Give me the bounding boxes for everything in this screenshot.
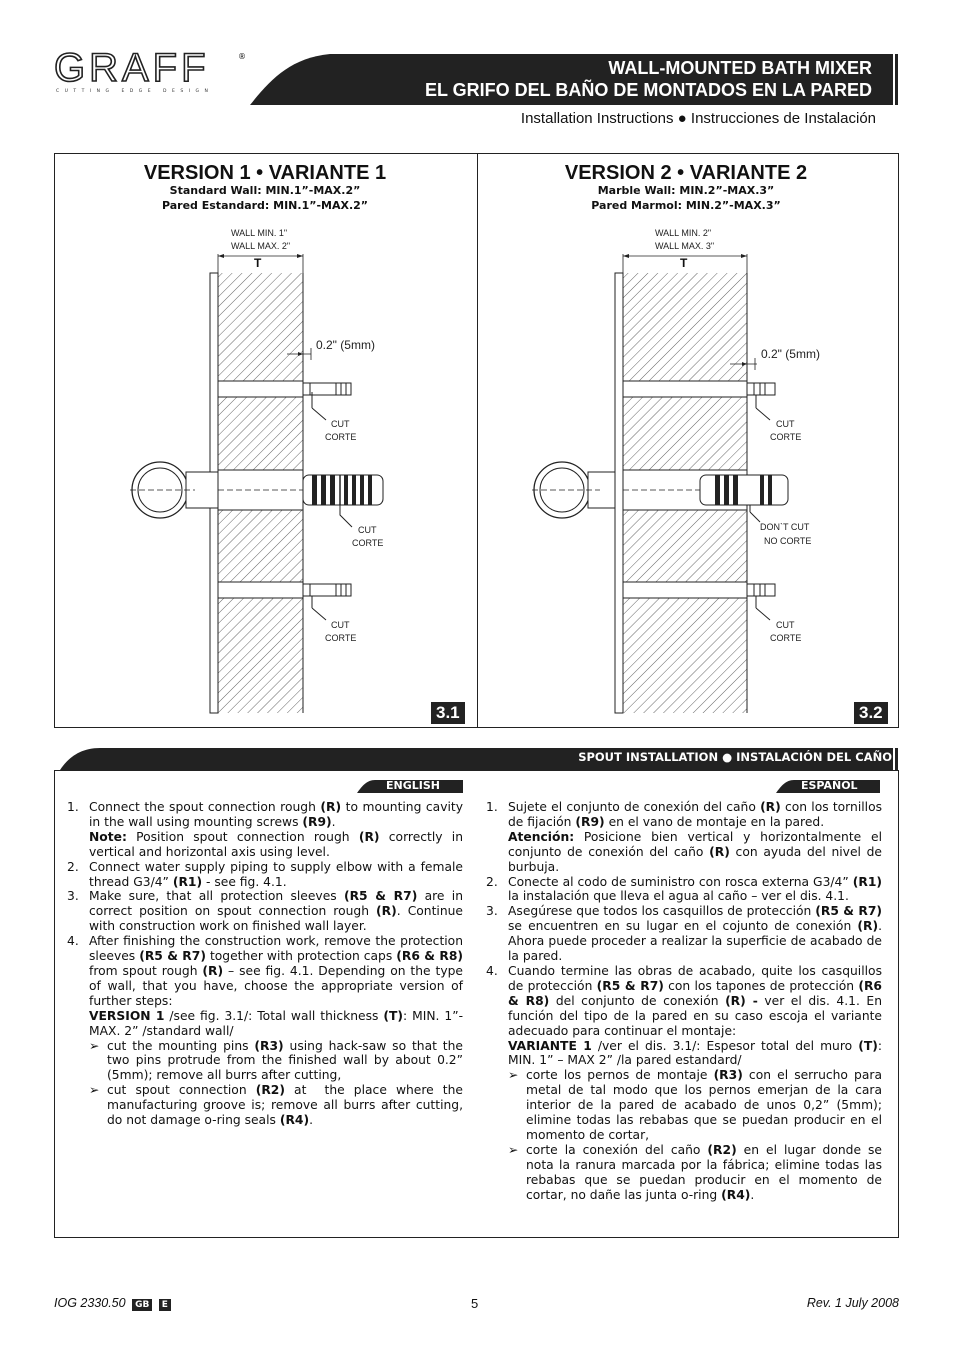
- spanish-step-4: [486, 964, 882, 1068]
- language-badge-e: E: [159, 1299, 171, 1311]
- arrowhead-icon: ➢: [508, 1068, 519, 1083]
- figure1-subtitle-es: Pared Estandard: MIN.1”-MAX.2”: [161, 199, 369, 212]
- step-text: Connect the spout connection rough (R) to mounting cavity in the wall using mounting screws (R9). Note: Position spout connection rough (R) correctly in vertical and horizontal axis using level.: [89, 800, 464, 859]
- english-substep-1: [89, 1039, 463, 1084]
- spanish-substep-1: [508, 1068, 882, 1143]
- figure2-cut-top: CUT: [776, 419, 795, 429]
- substep-text: cut the mounting pins (R3) using hack-saw so that the two pins protrude from the finished wall by about 0.2” (5mm); remove all burrs after cutting,: [107, 1038, 463, 1083]
- revision-date: Rev. 1 July 2008: [806, 1296, 899, 1310]
- step-number: 1.: [67, 800, 79, 814]
- language-badge-gb: GB: [132, 1299, 152, 1311]
- figure1-cut-bot: CUT: [331, 620, 350, 630]
- step-number: 3.: [486, 904, 498, 919]
- figure2-dont-cut: DON`T CUT: [760, 522, 810, 532]
- figure2-cut-bot: CUT: [776, 620, 795, 630]
- spanish-step-3: [486, 904, 882, 964]
- step-text: Make sure, that all protection sleeves (R5 & R7) are in correct position on spout connection rough (R). Continue with construction work on finished wall layer.: [89, 889, 463, 934]
- arrowhead-icon: ➢: [89, 1083, 100, 1098]
- english-step-2: [67, 860, 463, 890]
- english-column: [67, 800, 463, 1128]
- figure2-corte-bot: CORTE: [770, 633, 802, 643]
- figure2-subtitle-en: Marble Wall: MIN.2”-MAX.3”: [597, 184, 775, 197]
- step-text: Cuando termine las obras de acabado, quite los casquillos de protección (R5 & R7) con los tapones de protección (R6 & R8) del conjunto de conexión (R) - ver el dis. 4.1. En función del tipo de la pared en su caso escoja el variante adecuado para continuar el montaje: VARIANTE 1 /ver el dis. 3.1/: Espesor total del muro (T): MIN. 1” – MAX 2” /la pared estandard/: [508, 963, 882, 1068]
- figure1-badge: 3.1: [431, 702, 465, 724]
- figure2-corte-top: CORTE: [770, 432, 802, 442]
- title-english: WALL-MOUNTED BATH MIXER: [608, 58, 872, 78]
- step-number: 1.: [486, 800, 498, 814]
- figure1-drawing: [130, 254, 383, 713]
- figure2-wall-min: WALL MIN. 2": [655, 228, 712, 238]
- figure1-title: VERSION 1 • VARIANTE 1: [143, 162, 387, 184]
- english-step-3: [67, 889, 463, 934]
- step-number: 4.: [486, 963, 498, 978]
- english-tab: ENGLISH: [386, 779, 440, 792]
- document-code-text: IOG 2330.50: [54, 1296, 126, 1310]
- figure1-wall-min: WALL MIN. 1": [231, 228, 288, 238]
- subtitle: Installation Instructions ● Instrucciones de Instalación: [520, 110, 876, 127]
- figure2-t-label: T: [680, 256, 688, 270]
- step-number: 2.: [67, 859, 79, 874]
- figure1-corte-top: CORTE: [325, 432, 357, 442]
- arrowhead-icon: ➢: [508, 1142, 519, 1157]
- spanish-substep-2: [508, 1143, 882, 1203]
- logo-tagline: CUTTING EDGE DESIGN: [56, 89, 214, 94]
- english-substep-2: [89, 1083, 463, 1128]
- figure2-wall-max: WALL MAX. 3": [655, 241, 715, 251]
- step-number: 3.: [67, 889, 79, 904]
- english-step-4: [67, 934, 463, 1038]
- figure1-gap-label: 0.2" (5mm): [316, 338, 375, 352]
- figure1-corte-mid: CORTE: [352, 538, 384, 548]
- figure1-wall-max: WALL MAX. 2": [231, 241, 291, 251]
- document-code: [54, 1296, 171, 1310]
- figure2-title: VERSION 2 • VARIANTE 2: [564, 162, 808, 184]
- arrowhead-icon: ➢: [89, 1038, 100, 1053]
- step-text: After finishing the construction work, remove the protection sleeves (R5 & R7) together with protection caps (R6 & R8) from spout rough (R) – see fig. 4.1. Depending on the type of wall, that you have, choose the appropriate version of further steps: VERSION 1 /see fig. 3.1/: Total wall thickness (T): MIN. 1”- MAX. 2” /standard wall/: [89, 934, 464, 1038]
- figure1-corte-bot: CORTE: [325, 633, 357, 643]
- registered-mark: ®: [238, 52, 246, 61]
- step-number: 2.: [486, 874, 498, 889]
- step-text: Asegúrese que todos los casquillos de protección (R5 & R7) se encuentren en su lugar en el cojunto de conexión (R). Ahora puede proceder a realizar la superficie de acabado de la pared.: [508, 904, 882, 964]
- page-number: 5: [471, 1296, 479, 1311]
- logo: GRAFF: [54, 46, 210, 90]
- spanish-substeps: [486, 1068, 882, 1202]
- spanish-tab: ESPAÑOL: [801, 779, 858, 792]
- step-text: Conecte al codo de suministro con rosca externa G3/4” (R1) la instalación que lleva el agua al caño – ver el dis. 4.1.: [508, 874, 882, 904]
- english-steps: [67, 800, 463, 1039]
- step-number: 4.: [67, 934, 79, 949]
- english-step-1: [67, 800, 463, 860]
- section-title: SPOUT INSTALLATION ● INSTALACIÓN DEL CAÑO: [578, 750, 892, 764]
- step-text: Connect water supply piping to supply elbow with a female thread G3/4” (R1) - see fig. 4.1.: [89, 859, 463, 889]
- spanish-steps: [486, 800, 882, 1068]
- figure1-cut-top: CUT: [331, 419, 350, 429]
- figure2-no-corte: NO CORTE: [764, 536, 812, 546]
- figure1-t-label: T: [254, 256, 262, 270]
- substep-text: corte los pernos de montaje (R3) con el serrucho para metal de tal modo que los pernos emerjan de la cara interior de la pared de acabado de unos 0,2” (5mm); elimine todas las rebabas que se puedan producir en el momento de cortar,: [526, 1068, 882, 1142]
- figure2-drawing: [532, 254, 788, 713]
- title-spanish: EL GRIFO DEL BAÑO DE MONTADOS EN LA PARED: [424, 80, 872, 100]
- english-substeps: [67, 1039, 463, 1128]
- figure1-cut-mid: CUT: [358, 525, 377, 535]
- spanish-step-1: [486, 800, 882, 875]
- figure2-badge: 3.2: [854, 702, 888, 724]
- spanish-step-2: [486, 875, 882, 905]
- figure1-subtitle-en: Standard Wall: MIN.1”-MAX.2”: [169, 184, 361, 197]
- figure2-subtitle-es: Pared Marmol: MIN.2”-MAX.3”: [591, 199, 781, 212]
- spanish-column: [486, 800, 882, 1202]
- substep-text: cut spout connection (R2) at the place where the manufacturing groove is; remove all burrs after cutting, do not damage o-ring seals (R4).: [107, 1083, 463, 1128]
- substep-text: corte la conexión del caño (R2) en el lugar donde se nota la ranura marcada por la fábrica; elimine todas las rebabas que se puedan producir en el momento de cortar, no dañe las junta o-ring (R4).: [526, 1142, 882, 1202]
- figure2-gap-label: 0.2" (5mm): [761, 347, 820, 361]
- step-text: Sujete el conjunto de conexión del caño (R) con los tornillos de fijación (R9) en el vano de montaje en la pared. Atención: Posicione bien vertical y horizontalmente el conjunto de conexión del caño (R) con ayuda del nivel de burbuja.: [508, 800, 883, 874]
